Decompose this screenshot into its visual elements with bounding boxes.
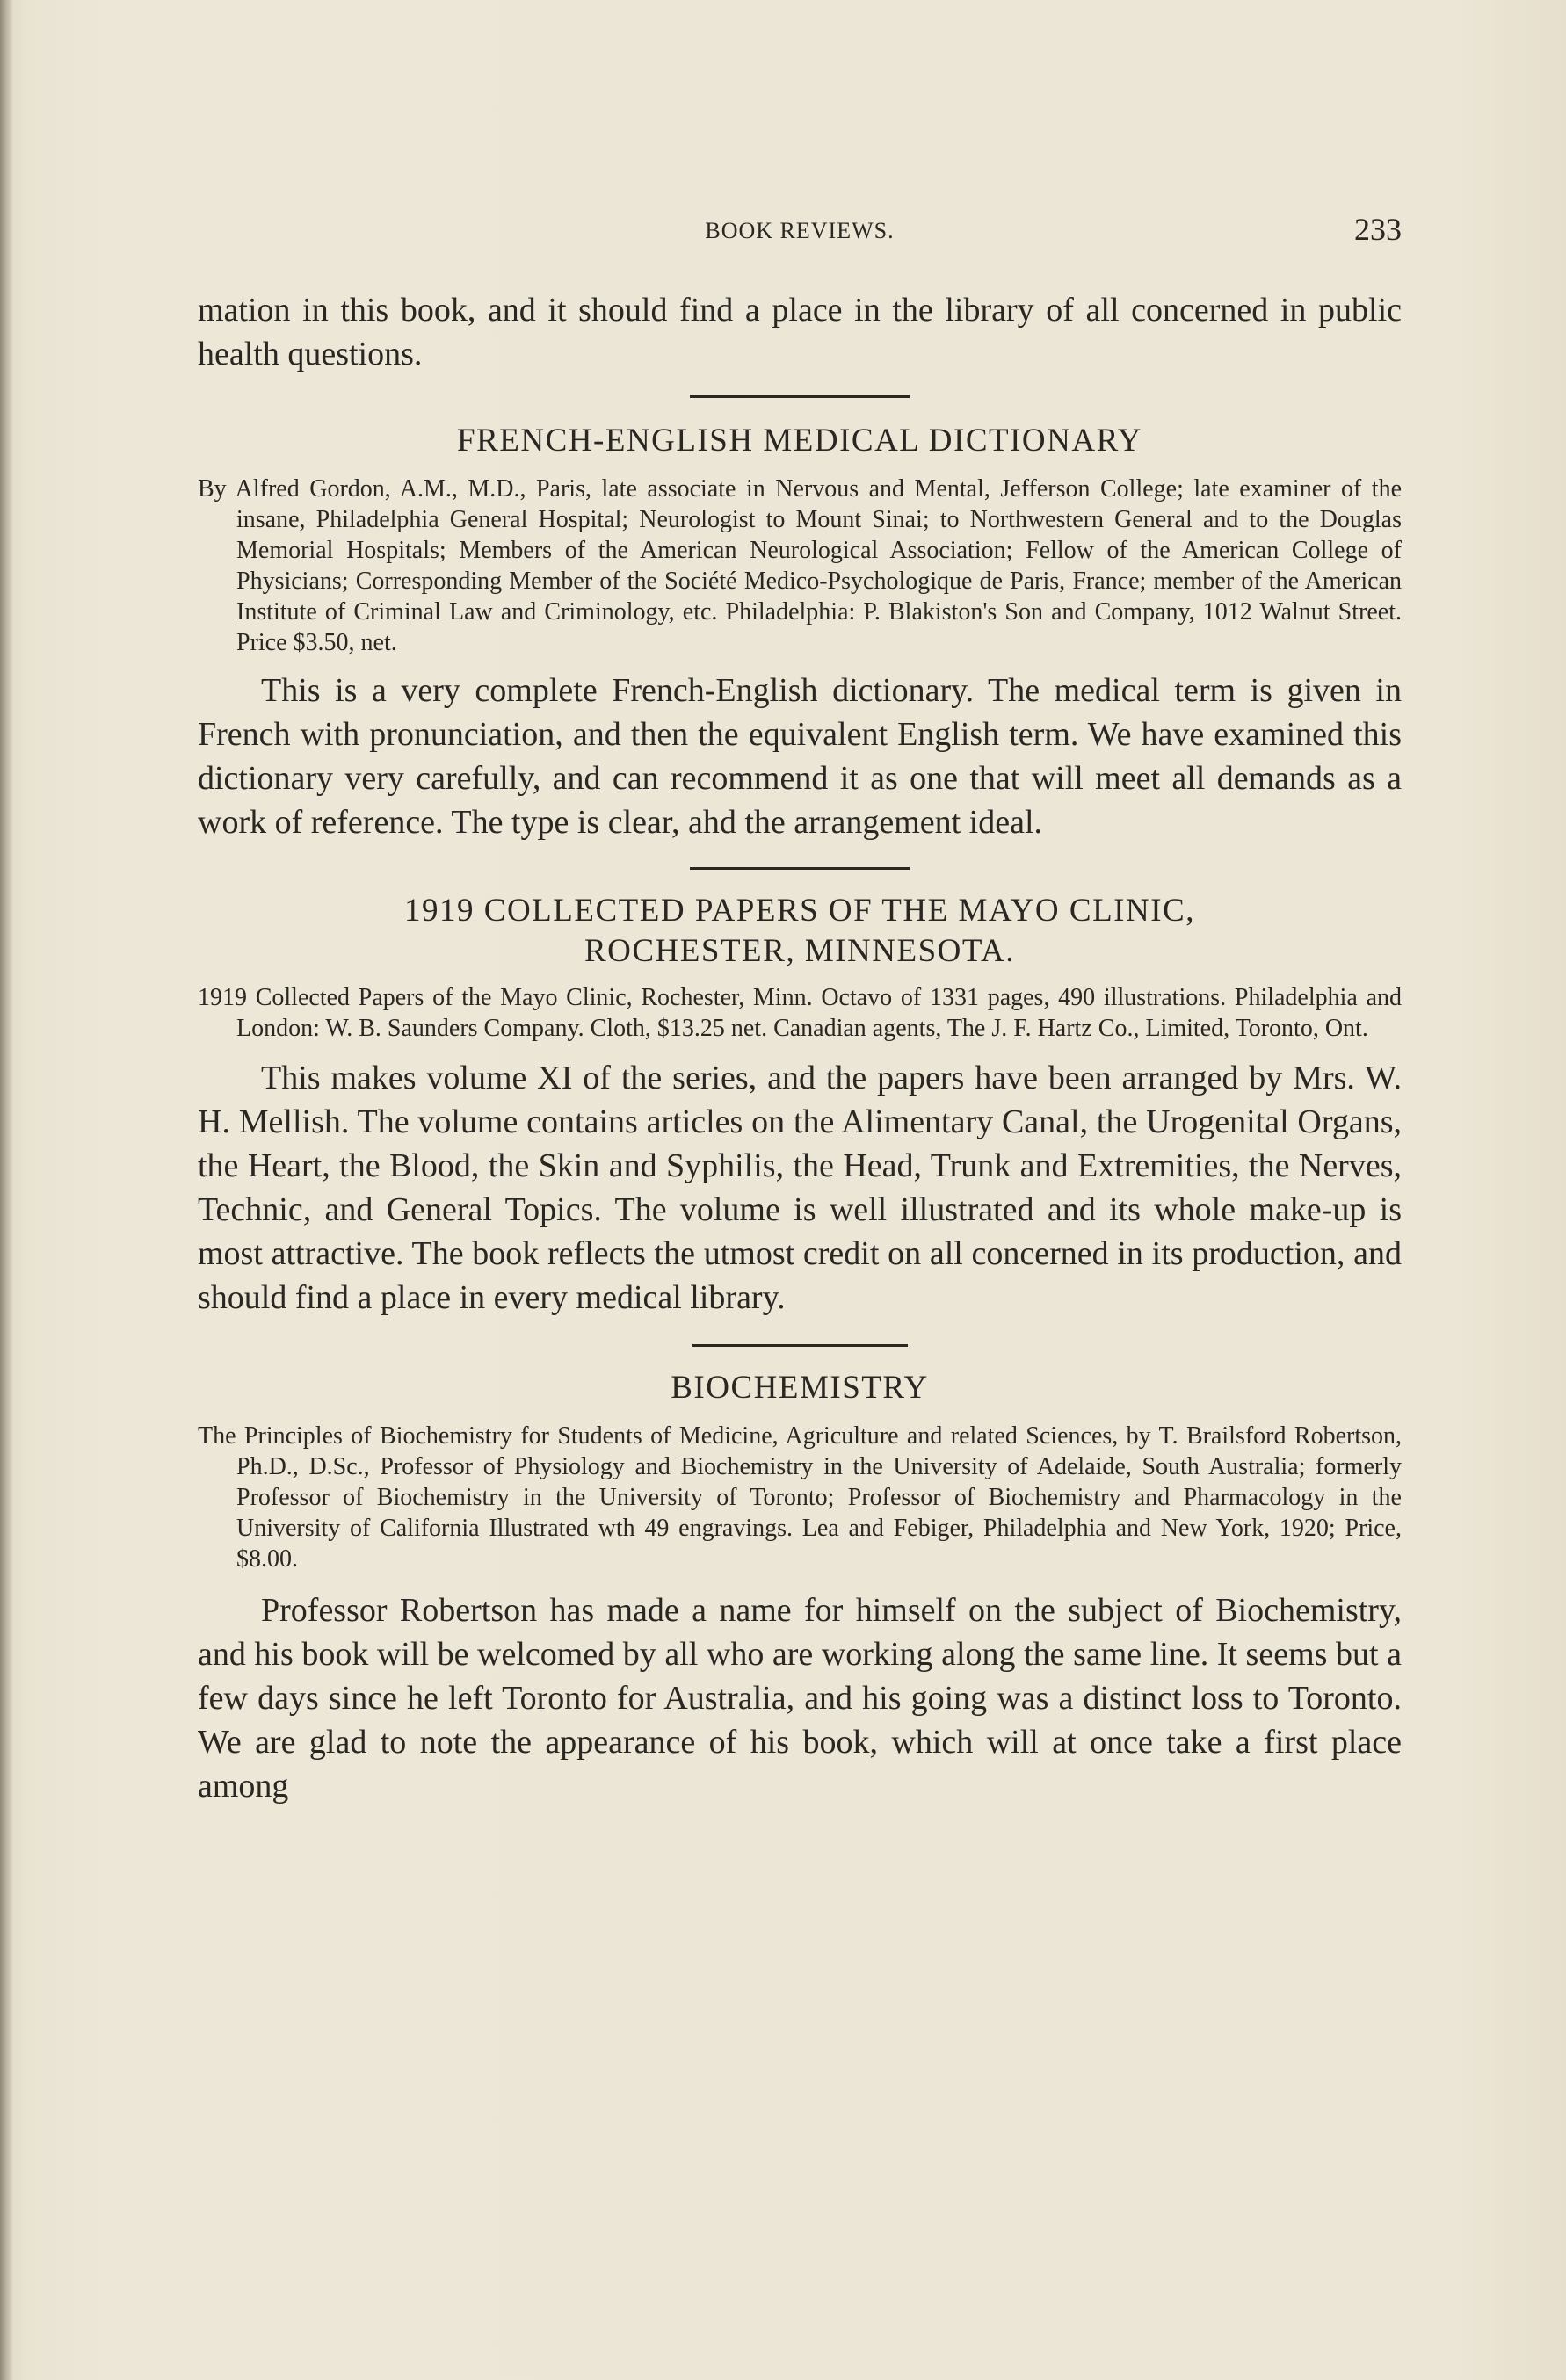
review-biochemistry	[198, 1368, 1402, 1808]
review-heading-line: ROCHESTER, MINNESOTA.	[584, 933, 1016, 969]
review-body: This is a very complete French-English dictionary. The medical term is given in French with pronunciation, and then the equivalent English term. We have examined this dictionary very carefully, and can recommend it as one that will meet all demands as a work of reference. The type is clear, ahd the arrangement ideal.	[198, 672, 1402, 841]
section-divider	[692, 1344, 908, 1347]
page-number: 233	[1354, 212, 1402, 247]
review-heading: FRENCH-ENGLISH MEDICAL DICTIONARY	[457, 423, 1142, 459]
review-heading-line: 1919 COLLECTED PAPERS OF THE MAYO CLINIC,	[404, 893, 1195, 929]
binding-edge	[0, 0, 12, 2380]
intro-paragraph: mation in this book, and it should find a place in the library of all concerned in public health questions.	[198, 292, 1402, 373]
review-heading	[198, 891, 1402, 972]
review-citation: The Principles of Biochemistry for Students of Medicine, Agriculture and related Sciences, by T. Brailsford Robertson, Ph.D., D.Sc., Professor of Physiology and Biochemistry in the University of Adelaide, South Australia; formerly Professor of Biochemistry in the University of Toronto; Professor of Biochemistry and Pharmacology in the University of California Illustrated wth 49 engravings. Lea and Febiger, Philadelphia and New York, 1920; Price, $8.00.	[198, 1422, 1402, 1573]
text-column	[198, 202, 1402, 1808]
section-divider	[690, 395, 910, 398]
running-head	[198, 202, 1402, 255]
review-body: This makes volume XI of the series, and the papers have been arranged by Mrs. W. H. Mellish. The volume contains articles on the Alimentary Canal, the Urogenital Organs, the Heart, the Blood, the Skin and Syphilis, the Head, Trunk and Extremities, the Nerves, Technic, and General Topics. The volume is well illustrated and its whole make-up is most attractive. The book reflects the utmost credit on all concerned in its production, and should find a place in every medical library.	[198, 1060, 1402, 1316]
review-body: Professor Robertson has made a name for himself on the subject of Biochemistry, and his book will be welcomed by all who are working along the same line. It seems but a few days since he left Toronto for Australia, and his going was a distinct loss to Toronto. We are glad to note the appearance of his book, which will at once take a first place among	[198, 1592, 1402, 1805]
section-divider	[690, 867, 910, 870]
review-heading: BIOCHEMISTRY	[671, 1370, 929, 1406]
review-mayo-clinic-papers	[198, 891, 1402, 1320]
review-citation: By Alfred Gordon, A.M., M.D., Paris, late associate in Nervous and Mental, Jefferson College; late examiner of the insane, Philadelphia General Hospital; Neurologist to Mount Sinai; to Northwestern General and to the Douglas Memorial Hospitals; Members of the American Neurological Association; Fellow of the American College of Physicians; Corresponding Member of the Société Medico-Psychologique de Paris, France; member of the American Institute of Criminal Law and Criminology, etc. Philadelphia: P. Blakiston's Son and Company, 1012 Walnut Street. Price $3.50, net.	[198, 475, 1402, 656]
review-french-english-dictionary	[198, 421, 1402, 844]
review-citation: 1919 Collected Papers of the Mayo Clinic, Rochester, Minn. Octavo of 1331 pages, 490 illustrations. Philadelphia and London: W. B. Saunders Company. Cloth, $13.25 net. Canadian agents, The J. F. Hartz Co., Limited, Toronto, Ont.	[198, 984, 1402, 1042]
running-title: BOOK REVIEWS.	[705, 218, 895, 243]
